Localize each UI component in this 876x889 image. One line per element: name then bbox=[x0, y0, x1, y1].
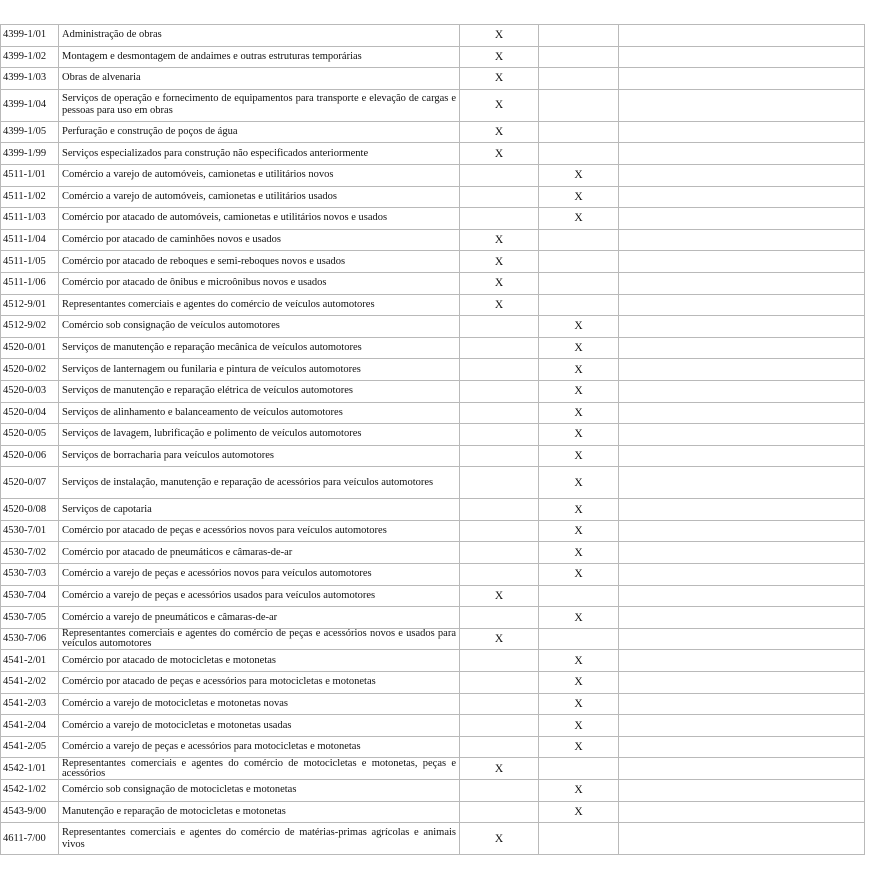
empty-column-c bbox=[619, 164, 865, 186]
activity-description: Comércio por atacado de caminhões novos e usados bbox=[59, 229, 460, 251]
mark-column-b bbox=[539, 758, 619, 780]
mark-column-a: X bbox=[460, 229, 539, 251]
empty-column-c bbox=[619, 294, 865, 316]
activity-description bbox=[59, 628, 460, 650]
table-row bbox=[1, 316, 865, 338]
activity-description: Representantes comerciais e agentes do comércio de veículos automotores bbox=[59, 294, 460, 316]
table-row bbox=[1, 164, 865, 186]
activity-description: Comércio por atacado de peças e acessórios para motocicletas e motonetas bbox=[59, 672, 460, 694]
mark-column-a: X bbox=[460, 758, 539, 780]
mark-column-b: X bbox=[539, 607, 619, 629]
empty-column-c bbox=[619, 359, 865, 381]
activity-description: Comércio por atacado de reboques e semi-reboques novos e usados bbox=[59, 251, 460, 273]
empty-column-c bbox=[619, 402, 865, 424]
activity-code: 4520-0/02 bbox=[1, 359, 59, 381]
mark-column-b bbox=[539, 294, 619, 316]
empty-column-c bbox=[619, 520, 865, 542]
table-row bbox=[1, 542, 865, 564]
table-row bbox=[1, 628, 865, 650]
activity-description: Montagem e desmontagem de andaimes e outras estruturas temporárias bbox=[59, 46, 460, 68]
activity-code: 4520-0/03 bbox=[1, 380, 59, 402]
empty-column-c bbox=[619, 121, 865, 143]
table-body bbox=[1, 25, 865, 855]
activity-description-text: Representantes comerciais e agentes do comércio de peças e acessórios novos e usados para veículos automotores bbox=[62, 629, 456, 650]
mark-column-b bbox=[539, 121, 619, 143]
mark-column-b bbox=[539, 585, 619, 607]
activity-code: 4542-1/02 bbox=[1, 780, 59, 802]
empty-column-c bbox=[619, 801, 865, 823]
mark-column-b bbox=[539, 143, 619, 165]
empty-column-c bbox=[619, 564, 865, 586]
activity-description: Serviços de operação e fornecimento de equipamentos para transporte e elevação de cargas e pessoas para uso em obras bbox=[59, 89, 460, 121]
empty-column-c bbox=[619, 272, 865, 294]
table-row bbox=[1, 359, 865, 381]
table-row bbox=[1, 650, 865, 672]
empty-column-c bbox=[619, 715, 865, 737]
mark-column-b: X bbox=[539, 164, 619, 186]
activity-code: 4530-7/06 bbox=[1, 628, 59, 650]
activity-code: 4399-1/01 bbox=[1, 25, 59, 47]
mark-column-b bbox=[539, 25, 619, 47]
mark-column-a bbox=[460, 186, 539, 208]
activity-description: Comércio a varejo de pneumáticos e câmaras-de-ar bbox=[59, 607, 460, 629]
activity-description: Serviços de manutenção e reparação mecânica de veículos automotores bbox=[59, 337, 460, 359]
mark-column-a: X bbox=[460, 628, 539, 650]
activity-description: Serviços de capotaria bbox=[59, 499, 460, 521]
activity-description: Comércio por atacado de ônibus e microônibus novos e usados bbox=[59, 272, 460, 294]
mark-column-b: X bbox=[539, 650, 619, 672]
table-row bbox=[1, 186, 865, 208]
mark-column-b: X bbox=[539, 467, 619, 499]
table-row bbox=[1, 337, 865, 359]
mark-column-a: X bbox=[460, 272, 539, 294]
activity-description: Obras de alvenaria bbox=[59, 68, 460, 90]
table-row bbox=[1, 823, 865, 855]
mark-column-a: X bbox=[460, 143, 539, 165]
mark-column-a bbox=[460, 780, 539, 802]
empty-column-c bbox=[619, 89, 865, 121]
activity-description: Comércio por atacado de pneumáticos e câmaras-de-ar bbox=[59, 542, 460, 564]
activity-code: 4541-2/02 bbox=[1, 672, 59, 694]
table-row bbox=[1, 121, 865, 143]
table-row bbox=[1, 585, 865, 607]
activity-description: Comércio por atacado de motocicletas e motonetas bbox=[59, 650, 460, 672]
activity-description: Comércio a varejo de automóveis, camionetas e utilitários novos bbox=[59, 164, 460, 186]
mark-column-b bbox=[539, 823, 619, 855]
table-row bbox=[1, 672, 865, 694]
empty-column-c bbox=[619, 208, 865, 230]
mark-column-b bbox=[539, 68, 619, 90]
activity-code: 4399-1/05 bbox=[1, 121, 59, 143]
empty-column-c bbox=[619, 68, 865, 90]
activity-code: 4541-2/01 bbox=[1, 650, 59, 672]
mark-column-b: X bbox=[539, 520, 619, 542]
mark-column-a bbox=[460, 402, 539, 424]
empty-column-c bbox=[619, 337, 865, 359]
table-row bbox=[1, 89, 865, 121]
empty-column-c bbox=[619, 445, 865, 467]
activity-code: 4530-7/04 bbox=[1, 585, 59, 607]
activity-description: Perfuração e construção de poços de água bbox=[59, 121, 460, 143]
activity-description: Representantes comerciais e agentes do comércio de matérias-primas agrícolas e animais vivos bbox=[59, 823, 460, 855]
activity-code: 4520-0/04 bbox=[1, 402, 59, 424]
activity-code-table-sheet bbox=[0, 24, 864, 855]
activity-code: 4399-1/99 bbox=[1, 143, 59, 165]
mark-column-a bbox=[460, 715, 539, 737]
empty-column-c bbox=[619, 693, 865, 715]
empty-column-c bbox=[619, 585, 865, 607]
activity-code: 4399-1/02 bbox=[1, 46, 59, 68]
empty-column-c bbox=[619, 251, 865, 273]
activity-description: Comércio a varejo de peças e acessórios usados para veículos automotores bbox=[59, 585, 460, 607]
activity-code: 4520-0/01 bbox=[1, 337, 59, 359]
activity-code-table bbox=[0, 24, 865, 855]
empty-column-c bbox=[619, 143, 865, 165]
activity-code: 4511-1/02 bbox=[1, 186, 59, 208]
activity-description: Comércio a varejo de automóveis, camionetas e utilitários usados bbox=[59, 186, 460, 208]
activity-code: 4520-0/05 bbox=[1, 424, 59, 446]
empty-column-c bbox=[619, 186, 865, 208]
mark-column-a: X bbox=[460, 251, 539, 273]
activity-description: Manutenção e reparação de motocicletas e motonetas bbox=[59, 801, 460, 823]
table-row bbox=[1, 780, 865, 802]
table-row bbox=[1, 251, 865, 273]
mark-column-a bbox=[460, 499, 539, 521]
table-row bbox=[1, 499, 865, 521]
mark-column-a bbox=[460, 693, 539, 715]
mark-column-b: X bbox=[539, 564, 619, 586]
mark-column-a: X bbox=[460, 585, 539, 607]
mark-column-a: X bbox=[460, 823, 539, 855]
table-row bbox=[1, 693, 865, 715]
table-row bbox=[1, 294, 865, 316]
mark-column-b: X bbox=[539, 445, 619, 467]
mark-column-b: X bbox=[539, 693, 619, 715]
mark-column-b: X bbox=[539, 337, 619, 359]
mark-column-a bbox=[460, 520, 539, 542]
mark-column-a bbox=[460, 736, 539, 758]
mark-column-a bbox=[460, 445, 539, 467]
empty-column-c bbox=[619, 25, 865, 47]
activity-code: 4541-2/04 bbox=[1, 715, 59, 737]
activity-description: Comércio a varejo de peças e acessórios novos para veículos automotores bbox=[59, 564, 460, 586]
mark-column-a bbox=[460, 380, 539, 402]
table-row bbox=[1, 143, 865, 165]
activity-code: 4543-9/00 bbox=[1, 801, 59, 823]
mark-column-a bbox=[460, 607, 539, 629]
mark-column-b bbox=[539, 89, 619, 121]
activity-description: Comércio sob consignação de veículos automotores bbox=[59, 316, 460, 338]
activity-description: Comércio por atacado de peças e acessórios novos para veículos automotores bbox=[59, 520, 460, 542]
table-row bbox=[1, 801, 865, 823]
empty-column-c bbox=[619, 229, 865, 251]
activity-code: 4520-0/06 bbox=[1, 445, 59, 467]
activity-code: 4541-2/03 bbox=[1, 693, 59, 715]
table-row bbox=[1, 46, 865, 68]
activity-code: 4541-2/05 bbox=[1, 736, 59, 758]
mark-column-a bbox=[460, 316, 539, 338]
empty-column-c bbox=[619, 542, 865, 564]
table-row bbox=[1, 208, 865, 230]
table-row bbox=[1, 467, 865, 499]
mark-column-b: X bbox=[539, 380, 619, 402]
empty-column-c bbox=[619, 780, 865, 802]
mark-column-b bbox=[539, 229, 619, 251]
mark-column-b: X bbox=[539, 780, 619, 802]
activity-code: 4512-9/01 bbox=[1, 294, 59, 316]
activity-description: Serviços de manutenção e reparação elétrica de veículos automotores bbox=[59, 380, 460, 402]
activity-description: Serviços de alinhamento e balanceamento de veículos automotores bbox=[59, 402, 460, 424]
table-row bbox=[1, 715, 865, 737]
activity-code: 4530-7/03 bbox=[1, 564, 59, 586]
mark-column-a bbox=[460, 801, 539, 823]
mark-column-a bbox=[460, 650, 539, 672]
activity-code: 4520-0/08 bbox=[1, 499, 59, 521]
mark-column-b: X bbox=[539, 715, 619, 737]
empty-column-c bbox=[619, 650, 865, 672]
mark-column-a bbox=[460, 672, 539, 694]
table-row bbox=[1, 736, 865, 758]
empty-column-c bbox=[619, 424, 865, 446]
mark-column-a bbox=[460, 542, 539, 564]
empty-column-c bbox=[619, 607, 865, 629]
mark-column-a bbox=[460, 208, 539, 230]
table-row bbox=[1, 25, 865, 47]
activity-description-text: Representantes comerciais e agentes do comércio de motocicletas e motonetas, peças e acessórios bbox=[62, 758, 456, 779]
mark-column-a bbox=[460, 359, 539, 381]
mark-column-a: X bbox=[460, 294, 539, 316]
mark-column-a: X bbox=[460, 68, 539, 90]
mark-column-b bbox=[539, 251, 619, 273]
mark-column-a: X bbox=[460, 46, 539, 68]
activity-description: Serviços de lanternagem ou funilaria e pintura de veículos automotores bbox=[59, 359, 460, 381]
table-row bbox=[1, 564, 865, 586]
mark-column-a bbox=[460, 564, 539, 586]
activity-description: Serviços especializados para construção não especificados anteriormente bbox=[59, 143, 460, 165]
table-row bbox=[1, 380, 865, 402]
mark-column-b: X bbox=[539, 542, 619, 564]
mark-column-b bbox=[539, 628, 619, 650]
mark-column-a: X bbox=[460, 121, 539, 143]
empty-column-c bbox=[619, 823, 865, 855]
table-row bbox=[1, 402, 865, 424]
activity-code: 4399-1/04 bbox=[1, 89, 59, 121]
mark-column-b bbox=[539, 46, 619, 68]
mark-column-b: X bbox=[539, 424, 619, 446]
table-row bbox=[1, 272, 865, 294]
mark-column-b: X bbox=[539, 736, 619, 758]
mark-column-a: X bbox=[460, 89, 539, 121]
mark-column-b: X bbox=[539, 402, 619, 424]
table-row bbox=[1, 758, 865, 780]
activity-description: Comércio por atacado de automóveis, camionetas e utilitários novos e usados bbox=[59, 208, 460, 230]
mark-column-a bbox=[460, 164, 539, 186]
empty-column-c bbox=[619, 380, 865, 402]
mark-column-b: X bbox=[539, 316, 619, 338]
activity-code: 4399-1/03 bbox=[1, 68, 59, 90]
activity-code: 4530-7/05 bbox=[1, 607, 59, 629]
activity-code: 4511-1/03 bbox=[1, 208, 59, 230]
table-row bbox=[1, 229, 865, 251]
mark-column-a bbox=[460, 424, 539, 446]
activity-code: 4542-1/01 bbox=[1, 758, 59, 780]
activity-description: Serviços de instalação, manutenção e reparação de acessórios para veículos automotores bbox=[59, 467, 460, 499]
empty-column-c bbox=[619, 758, 865, 780]
activity-code: 4530-7/02 bbox=[1, 542, 59, 564]
mark-column-b: X bbox=[539, 801, 619, 823]
empty-column-c bbox=[619, 672, 865, 694]
mark-column-b: X bbox=[539, 499, 619, 521]
activity-description: Serviços de borracharia para veículos automotores bbox=[59, 445, 460, 467]
activity-code: 4512-9/02 bbox=[1, 316, 59, 338]
mark-column-a bbox=[460, 467, 539, 499]
table-row bbox=[1, 607, 865, 629]
activity-code: 4511-1/01 bbox=[1, 164, 59, 186]
mark-column-b: X bbox=[539, 208, 619, 230]
activity-description: Serviços de lavagem, lubrificação e polimento de veículos automotores bbox=[59, 424, 460, 446]
activity-description bbox=[59, 758, 460, 780]
activity-code: 4520-0/07 bbox=[1, 467, 59, 499]
activity-code: 4511-1/05 bbox=[1, 251, 59, 273]
mark-column-b: X bbox=[539, 186, 619, 208]
activity-description: Comércio a varejo de motocicletas e motonetas novas bbox=[59, 693, 460, 715]
mark-column-b: X bbox=[539, 672, 619, 694]
empty-column-c bbox=[619, 499, 865, 521]
table-row bbox=[1, 520, 865, 542]
empty-column-c bbox=[619, 628, 865, 650]
table-row bbox=[1, 445, 865, 467]
empty-column-c bbox=[619, 467, 865, 499]
activity-description: Comércio a varejo de motocicletas e motonetas usadas bbox=[59, 715, 460, 737]
activity-code: 4511-1/06 bbox=[1, 272, 59, 294]
empty-column-c bbox=[619, 316, 865, 338]
activity-code: 4511-1/04 bbox=[1, 229, 59, 251]
empty-column-c bbox=[619, 736, 865, 758]
activity-description: Comércio a varejo de peças e acessórios para motocicletas e motonetas bbox=[59, 736, 460, 758]
mark-column-b bbox=[539, 272, 619, 294]
activity-code: 4611-7/00 bbox=[1, 823, 59, 855]
mark-column-a: X bbox=[460, 25, 539, 47]
mark-column-a bbox=[460, 337, 539, 359]
mark-column-b: X bbox=[539, 359, 619, 381]
activity-description: Comércio sob consignação de motocicletas e motonetas bbox=[59, 780, 460, 802]
table-row bbox=[1, 424, 865, 446]
activity-description: Administração de obras bbox=[59, 25, 460, 47]
activity-code: 4530-7/01 bbox=[1, 520, 59, 542]
table-row bbox=[1, 68, 865, 90]
empty-column-c bbox=[619, 46, 865, 68]
